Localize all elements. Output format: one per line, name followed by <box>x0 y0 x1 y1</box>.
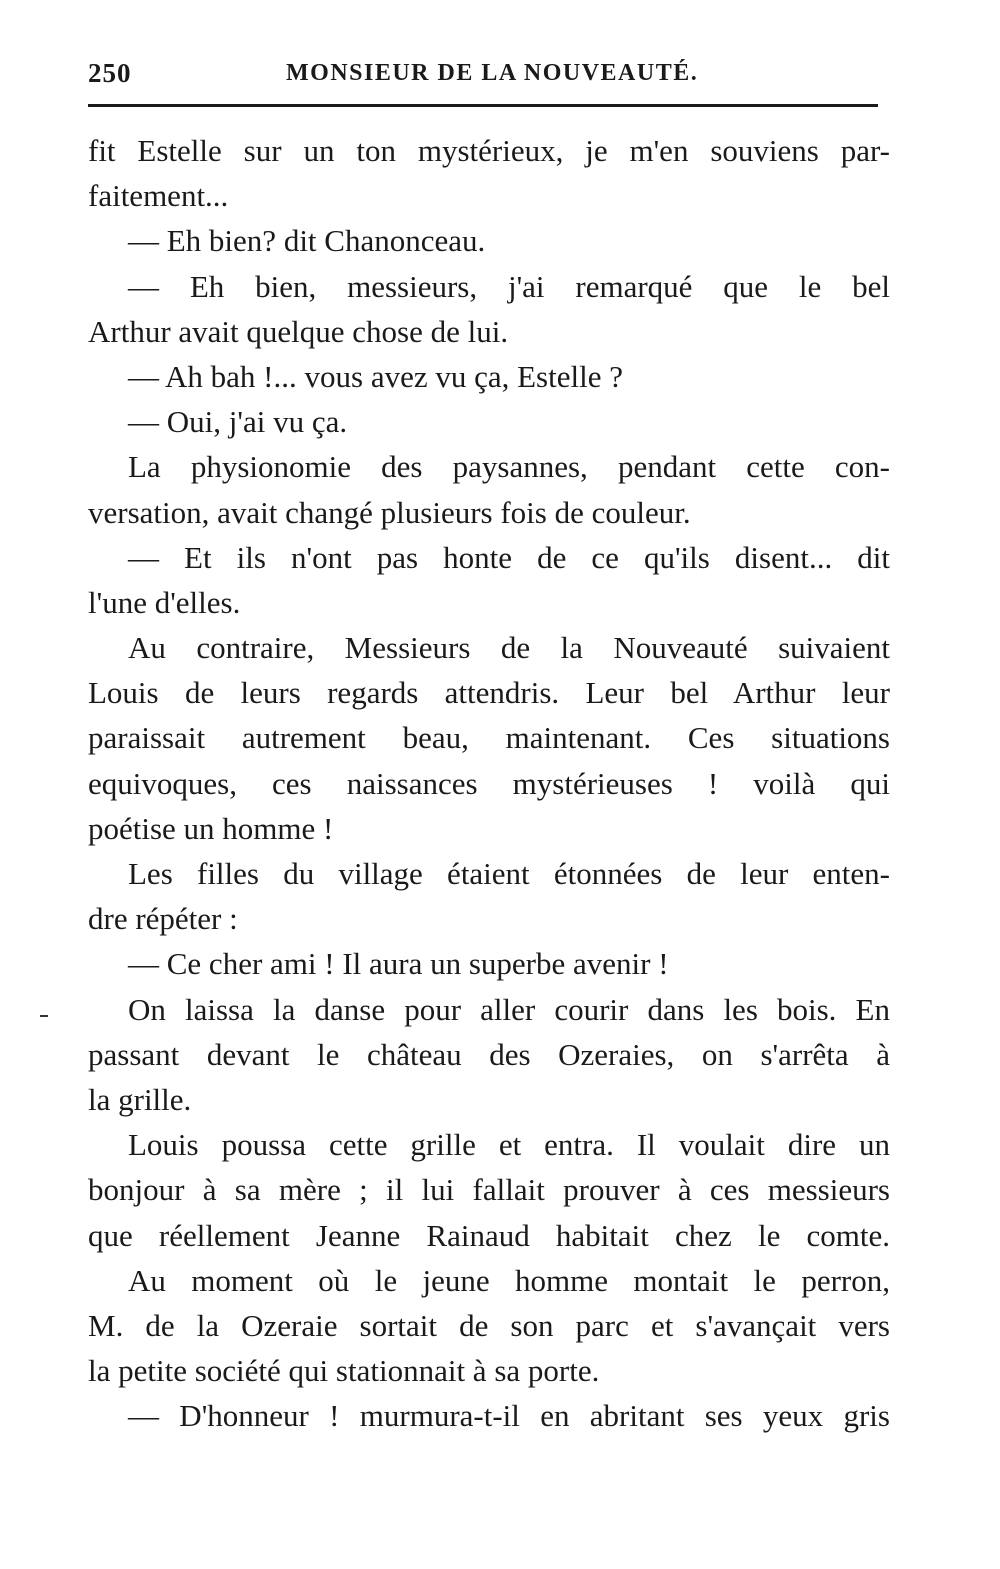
text-line: bonjour à sa mère ; il lui fallait prouver à ces messieurs <box>88 1172 890 1208</box>
text-line: — Et ils n'ont pas honte de ce qu'ils disent... dit <box>128 539 890 575</box>
text-line: passant devant le château des Ozeraies, on s'arrêta à <box>88 1036 890 1072</box>
text-line: Au moment où le jeune homme montait le perron, <box>128 1262 890 1298</box>
page-number: 250 <box>88 58 132 88</box>
text-line: dre répéter : <box>88 901 238 937</box>
text-line: — Eh bien, messieurs, j'ai remarqué que le bel <box>128 268 890 304</box>
text-line: Au contraire, Messieurs de la Nouveauté suivaient <box>128 630 890 666</box>
text-line: La physionomie des paysannes, pendant cette con- <box>128 449 890 485</box>
text-line: M. de la Ozeraie sortait de son parc et s'avançait vers <box>88 1307 890 1343</box>
text-line: Louis poussa cette grille et entra. Il voulait dire un <box>128 1127 890 1163</box>
text-line: — D'honneur ! murmura-t-il en abritant ses yeux gris <box>128 1398 890 1434</box>
text-line: faitement... <box>88 178 229 214</box>
text-line: paraissait autrement beau, maintenant. Ces situations <box>88 720 890 756</box>
text-line: la grille. <box>88 1081 192 1117</box>
text-line: versation, avait changé plusieurs fois de couleur. <box>88 494 691 530</box>
text-line: que réellement Jeanne Rainaud habitait chez le comte. <box>88 1217 890 1253</box>
text-line: — Ah bah !... vous avez vu ça, Estelle ? <box>128 358 623 394</box>
text-line: Louis de leurs regards attendris. Leur bel Arthur leur <box>88 675 890 711</box>
text-line: equivoques, ces naissances mystérieuses ! voilà qui <box>88 765 890 801</box>
running-head <box>88 58 888 98</box>
text-line: Les filles du village étaient étonnées de leur enten- <box>128 856 890 891</box>
text-line: l'une d'elles. <box>88 584 241 620</box>
text-line: On laissa la danse pour aller courir dans les bois. En <box>128 991 890 1027</box>
text-line: — Oui, j'ai vu ça. <box>128 404 348 440</box>
margin-mark <box>40 1015 48 1017</box>
text-line: — Eh bien? dit Chanonceau. <box>128 223 486 259</box>
text-body <box>88 128 890 1438</box>
text-line: Arthur avait quelque chose de lui. <box>88 313 509 349</box>
text-line: — Ce cher ami ! Il aura un superbe avenir ! <box>128 946 669 982</box>
text-line: fit Estelle sur un ton mystérieux, je m'en souviens par- <box>88 133 890 168</box>
header-rule <box>88 104 878 107</box>
running-title: MONSIEUR DE LA NOUVEAUTÉ. <box>286 60 699 86</box>
text-line: la petite société qui stationnait à sa porte. <box>88 1353 600 1389</box>
text-line: poétise un homme ! <box>88 810 334 846</box>
